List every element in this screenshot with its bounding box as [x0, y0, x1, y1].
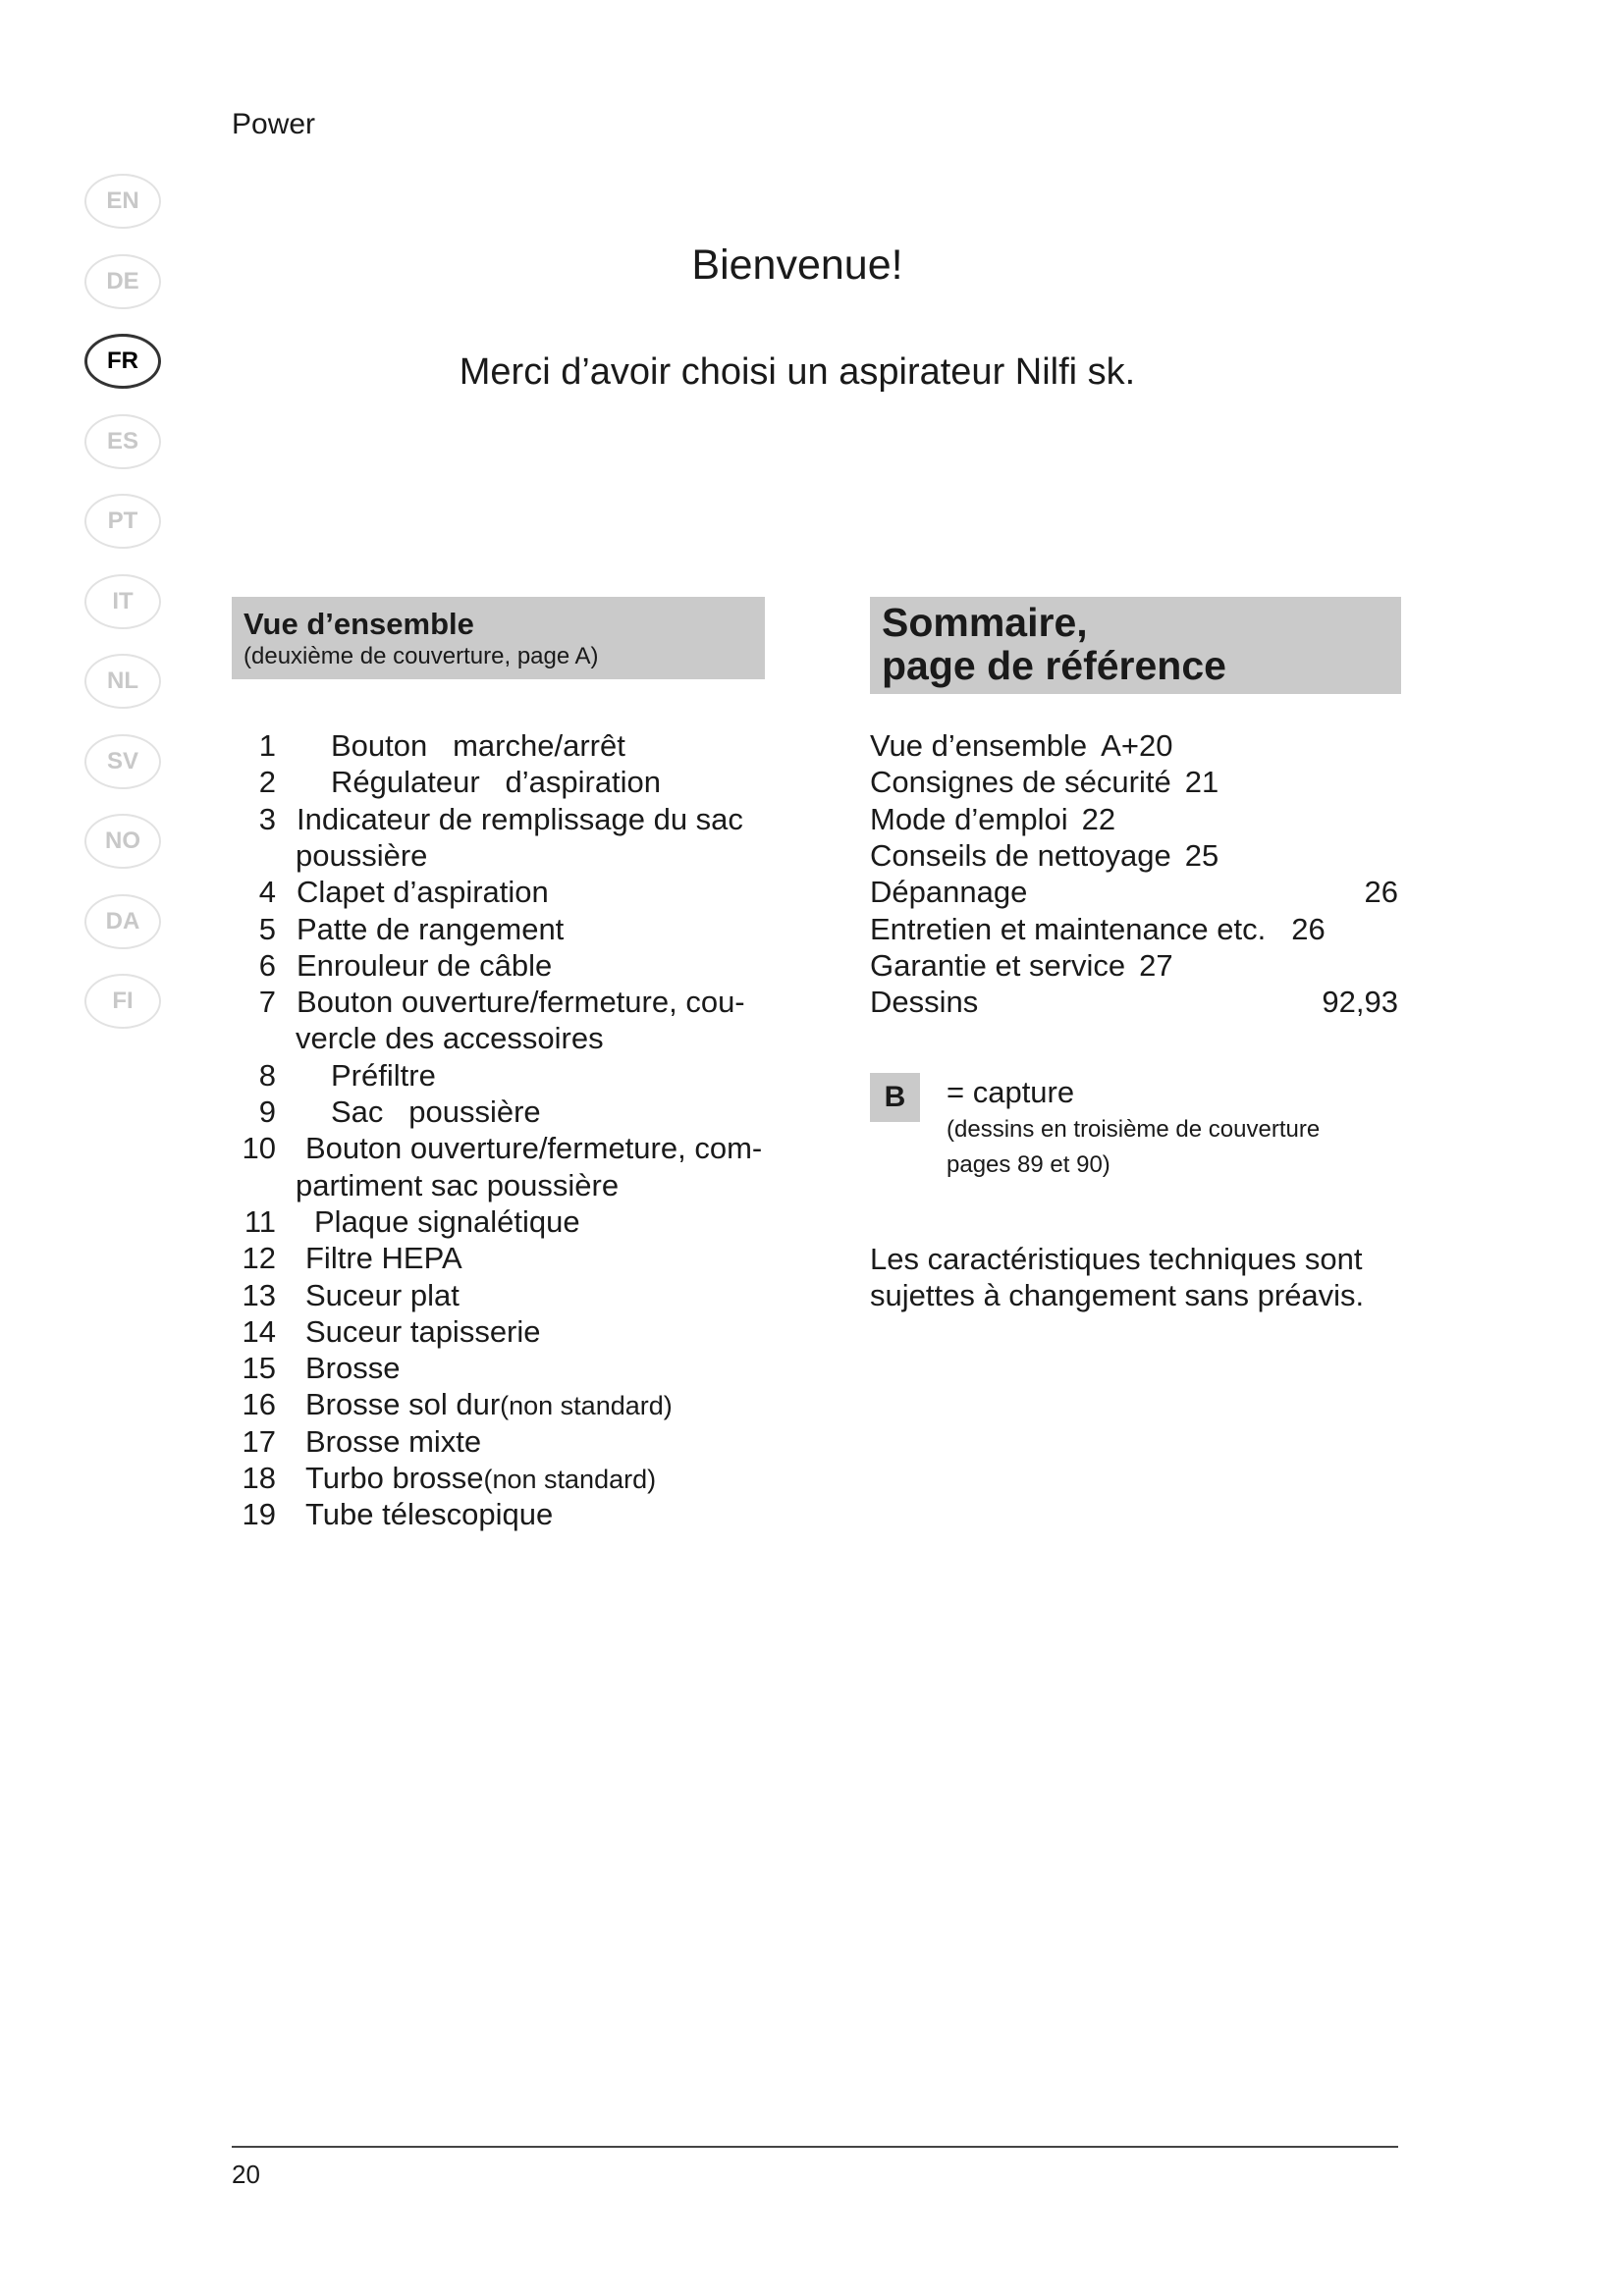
contents-item — [870, 985, 1398, 1020]
item-text: Régulateur d’aspiration — [331, 765, 662, 800]
language-tab-it[interactable]: IT — [84, 574, 161, 629]
overview-subheading: (deuxième de couverture, page A) — [244, 643, 599, 669]
language-tab-pt[interactable]: PT — [84, 494, 161, 549]
item-number: 14 — [242, 1313, 276, 1349]
item-label — [331, 1095, 541, 1130]
item-label — [297, 948, 552, 984]
item-text: Bouton ouverture/fermeture, cou- — [297, 985, 745, 1020]
item-text: Brosse — [305, 1351, 401, 1386]
language-tab-en[interactable]: EN — [84, 174, 161, 229]
language-tab-de[interactable]: DE — [84, 254, 161, 309]
item-continuation: poussière — [296, 837, 428, 873]
item-text: Suceur plat — [305, 1277, 460, 1312]
item-label — [305, 1424, 481, 1460]
overview-header-box — [232, 597, 765, 679]
contents-header-box — [870, 597, 1401, 694]
item-number: 1 — [258, 728, 276, 763]
item-label — [305, 1314, 541, 1350]
item-number: 17 — [242, 1423, 276, 1459]
item-note: (non standard) — [483, 1465, 657, 1494]
item-note: (non standard) — [500, 1391, 673, 1421]
contents-label: Vue d’ensemble — [870, 728, 1088, 763]
contents-item — [870, 948, 1398, 984]
item-label — [314, 1204, 580, 1240]
contents-page: 21 — [1184, 765, 1219, 800]
item-text: Enrouleur de câble — [297, 947, 553, 983]
contents-item — [870, 912, 1398, 947]
item-number: 8 — [258, 1057, 276, 1093]
contents-label: Dépannage — [870, 875, 1028, 910]
contents-heading-line1: Sommaire, — [882, 600, 1088, 645]
item-number: 13 — [242, 1277, 276, 1312]
contents-label: Mode d’emploi — [870, 801, 1068, 836]
item-number: 12 — [242, 1241, 276, 1276]
page-title: Bienvenue! — [691, 241, 903, 289]
legend-caption: = capture — [947, 1075, 1075, 1109]
item-text: Préfiltre — [331, 1057, 436, 1093]
item-text: Indicateur de remplissage du sac — [297, 801, 743, 836]
contents-label: Entretien et maintenance etc. — [870, 911, 1267, 946]
item-text: Bouton ouverture/fermeture, com- — [305, 1131, 763, 1166]
contents-page: 26 — [1364, 875, 1398, 910]
language-tab-nl[interactable]: NL — [84, 654, 161, 709]
item-label — [305, 1387, 673, 1422]
technical-note-line1: Les caractéristiques techniques sont — [870, 1242, 1363, 1276]
overview-heading: Vue d’ensemble — [244, 607, 474, 641]
technical-note-line2: sujettes à changement sans préavis. — [870, 1278, 1365, 1312]
item-number: 5 — [258, 911, 276, 946]
item-continuation: partiment sac poussière — [296, 1167, 620, 1202]
item-text: Patte de rangement — [297, 911, 565, 946]
item-number: 3 — [258, 801, 276, 836]
header-label: Power — [232, 108, 316, 140]
contents-page: 25 — [1184, 837, 1219, 873]
item-text: Brosse mixte — [305, 1423, 482, 1459]
item-label — [331, 765, 661, 800]
item-label — [305, 1278, 460, 1313]
item-label — [331, 1058, 436, 1094]
item-number: 9 — [258, 1095, 276, 1129]
item-label — [305, 1461, 656, 1496]
item-text: Sac poussière — [331, 1095, 541, 1129]
item-number: 11 — [244, 1203, 276, 1239]
contents-heading-line2: page de référence — [882, 643, 1226, 688]
item-number: 19 — [242, 1497, 276, 1532]
language-tab-da[interactable]: DA — [84, 894, 161, 949]
language-tab-sv[interactable]: SV — [84, 734, 161, 789]
item-number: 4 — [258, 875, 276, 910]
legend-note-line1: (dessins en troisième de couverture — [947, 1116, 1321, 1143]
page-subtitle: Merci d’avoir choisi un aspirateur Nilfi sk. — [459, 351, 1136, 393]
item-label — [305, 1497, 553, 1532]
item-text: Plaque signalétique — [314, 1203, 580, 1239]
item-label — [297, 875, 549, 910]
contents-label: Dessins — [870, 985, 979, 1020]
item-text: Turbo brosse — [305, 1461, 484, 1495]
item-number: 15 — [242, 1351, 276, 1386]
contents-page: A+20 — [1101, 728, 1173, 763]
contents-label: Garantie et service — [870, 947, 1126, 983]
item-label — [297, 912, 564, 947]
item-number: 18 — [242, 1461, 276, 1495]
item-text: Brosse sol dur — [305, 1387, 501, 1422]
contents-page: 26 — [1291, 911, 1326, 946]
item-text: Suceur tapisserie — [305, 1313, 541, 1349]
contents-label: Consignes de sécurité — [870, 765, 1171, 800]
contents-item — [870, 728, 1398, 764]
item-label — [305, 1131, 762, 1166]
item-label — [331, 728, 625, 764]
footer-divider — [232, 2146, 1398, 2148]
page-number: 20 — [232, 2160, 260, 2189]
item-text: Tube télescopique — [305, 1497, 554, 1532]
contents-page: 22 — [1081, 801, 1116, 836]
item-label — [305, 1351, 400, 1386]
language-tab-no[interactable]: NO — [84, 814, 161, 869]
contents-item — [870, 875, 1398, 910]
item-number: 16 — [242, 1387, 276, 1422]
language-tab-fr[interactable]: FR — [84, 334, 161, 389]
contents-page: 27 — [1139, 947, 1173, 983]
contents-page: 92,93 — [1322, 985, 1398, 1020]
item-number: 10 — [242, 1131, 276, 1166]
item-label — [305, 1241, 462, 1276]
item-label — [297, 802, 743, 837]
item-text: Filtre HEPA — [305, 1241, 462, 1276]
language-tab-es[interactable]: ES — [84, 414, 161, 469]
item-continuation: vercle des accessoires — [296, 1021, 604, 1056]
contents-label: Conseils de nettoyage — [870, 837, 1171, 873]
contents-item — [870, 802, 1398, 837]
item-number: 2 — [258, 765, 276, 800]
item-text: Bouton marche/arrêt — [331, 728, 625, 763]
language-tab-fi[interactable]: FI — [84, 974, 161, 1029]
item-label — [297, 985, 745, 1020]
item-text: Clapet d’aspiration — [297, 875, 549, 910]
item-number: 6 — [258, 947, 276, 983]
legend-note-line2: pages 89 et 90) — [947, 1151, 1110, 1178]
item-number: 7 — [258, 985, 276, 1020]
legend-symbol-box: B — [870, 1073, 920, 1122]
contents-item — [870, 765, 1398, 800]
contents-item — [870, 838, 1398, 874]
